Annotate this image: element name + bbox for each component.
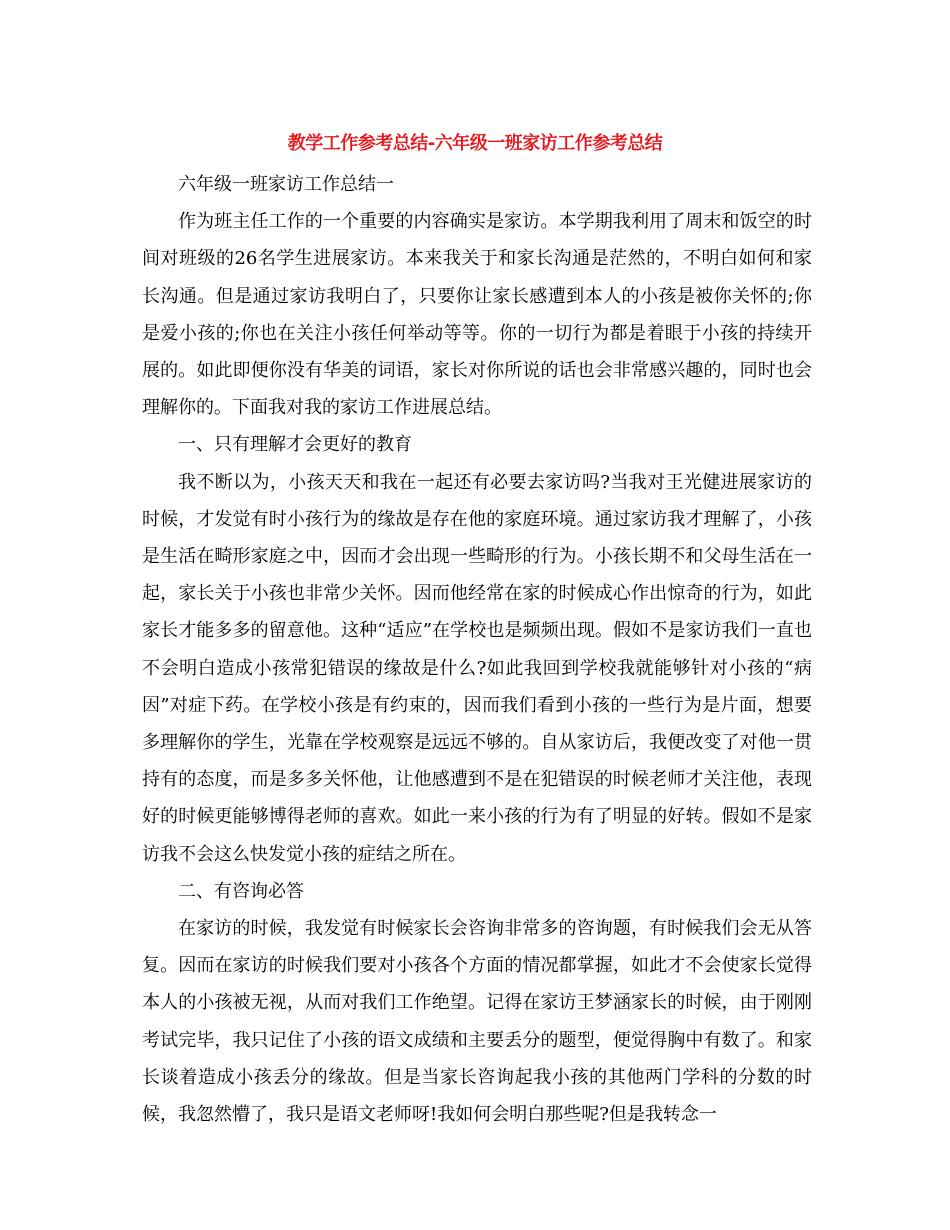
section-heading: 一、只有理解才会更好的教育: [178, 434, 412, 456]
document-subtitle: 六年级一班家访工作总结一: [178, 174, 394, 195]
body-paragraph: 在家访的时候，我发觉有时候家长会咨询非常多的咨询题，有时候我们会无从答复。因而在家访的时候我们要对小孩各个方面的情况都掌握，如此才不会使家长觉得本人的小孩被无视，从而对我们工作绝望。记得在家访王梦涵家长的时候，由于刚刚考试完毕，我只记住了小孩的语文成绩和主要丢分的题型，便觉得胸中有数了。和家长谈着造成小孩丢分的缘故。但是当家长咨询起我小孩的其他两门学科的分数的时候，我忽然懵了，我只是语文老师呀!我如何会明白那些呢?但是我转念一: [142, 918, 812, 1126]
body-paragraph: 我不断以为，小孩天天和我在一起还有必要去家访吗?当我对王光健进展家访的时候，才发觉有时小孩行为的缘故是存在他的家庭环境。通过家访我才理解了，小孩是生活在畸形家庭之中，因而才会出现一些畸形的行为。小孩长期不和父母生活在一起，家长关于小孩也非常少关怀。因而他经常在家的时候成心作出惊奇的行为，如此家长才能多多的留意他。这种“适应”在学校也是频频出现。假如不是家访我们一直也不会明白造成小孩常犯错误的缘故是什么?如此我回到学校我就能够针对小孩的“病因”对症下药。在学校小孩是有约束的，因而我们看到小孩的一些行为是片面，想要多理解你的学生，光靠在学校观察是远远不够的。自从家访后，我便改变了对他一贯持有的态度，而是多多关怀他，让他感遭到不是在犯错误的时候老师才关注他，表现好的时候更能够博得老师的喜欢。如此一来小孩的行为有了明显的好转。假如不是家访我不会这么快发觉小孩的症结之所在。: [142, 471, 812, 865]
document-title: 教学工作参考总结-六年级一班家访工作参考总结: [287, 133, 663, 154]
document-body: [142, 166, 812, 1133]
section-heading: 二、有咨询必答: [178, 880, 304, 902]
body-paragraph: 作为班主任工作的一个重要的内容确实是家访。本学期我利用了周末和饭空的时间对班级的26名学生进展家访。本来我关于和家长沟通是茫然的，不明白如何和家长沟通。但是通过家访我明白了，只要你让家长感遭到本人的小孩是被你关怀的;你是爱小孩的;你也在关注小孩任何举动等等。你的一切行为都是着眼于小孩的持续开展的。如此即便你没有华美的词语，家长对你所说的话也会非常感兴趣的，同时也会理解你的。下面我对我的家访工作进展总结。: [142, 211, 812, 419]
